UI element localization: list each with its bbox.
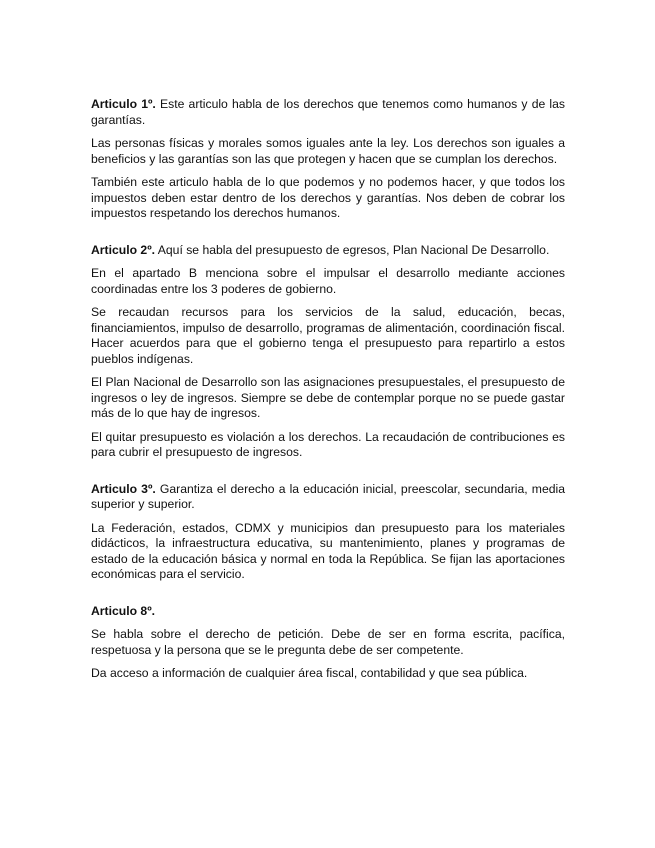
- article-2-lead: Aquí se habla del presupuesto de egresos, Plan Nacional De Desarrollo.: [155, 242, 550, 257]
- article-2-paragraph-2: Se recaudan recursos para los servicios de la salud, educación, becas, financiamientos, impulso de desarrollo, programas de alimentación, coordinación fiscal. Hacer acuerdos para que el gobierno tenga el presupuesto para repartirlo a estos pueblos indígenas.: [91, 305, 565, 366]
- article-8-paragraph-2: Da acceso a información de cualquier área fiscal, contabilidad y que sea pública.: [91, 666, 528, 680]
- article-1-paragraph-2: También este articulo habla de lo que podemos y no podemos hacer, y que todos los impuestos deben estar dentro de los derechos y garantías. Nos deben de cobrar los impuestos respetando los derechos humanos.: [91, 175, 565, 220]
- article-3-paragraph-1: La Federación, estados, CDMX y municipios dan presupuesto para los materiales didácticos, la infraestructura educativa, su mantenimiento, planes y programas de estado de la educación básica y normal en toda la República. Se fijan las aportaciones económicas para el servicio.: [91, 520, 565, 581]
- article-2-paragraph-4: El quitar presupuesto es violación a los derechos. La recaudación de contribuciones es para cubrir el presupuesto de ingresos.: [91, 429, 565, 459]
- article-3-lead: Garantiza el derecho a la educación inicial, preescolar, secundaria, media superior y superior.: [91, 481, 565, 511]
- article-1-lead: Este articulo habla de los derechos que tenemos como humanos y de las garantías.: [91, 97, 565, 127]
- article-3-lead-paragraph: [91, 482, 565, 513]
- article-8: [91, 604, 565, 682]
- article-1: [91, 97, 565, 222]
- article-1-paragraph-1: Las personas físicas y morales somos iguales ante la ley. Los derechos son iguales a beneficios y las garantías son las que protegen y hacen que se cumplan los derechos.: [91, 136, 565, 166]
- article-3-heading: Articulo 3º.: [91, 481, 156, 496]
- article-3: [91, 482, 565, 583]
- article-8-lead-paragraph: [91, 604, 565, 620]
- article-2: [91, 243, 565, 461]
- article-2-heading: Articulo 2º.: [91, 242, 156, 257]
- article-2-lead-paragraph: [91, 243, 565, 259]
- article-2-paragraph-1: En el apartado B menciona sobre el impulsar el desarrollo mediante acciones coordinadas entre los 3 poderes de gobierno.: [91, 266, 565, 296]
- article-8-paragraph-1: Se habla sobre el derecho de petición. Debe de ser en forma escrita, pacífica, respetuosa y la persona que se le pregunta debe de ser competente.: [91, 627, 565, 657]
- article-1-lead-paragraph: [91, 97, 565, 128]
- document-page: [91, 97, 565, 690]
- article-1-heading: Articulo 1º.: [91, 97, 156, 111]
- article-8-heading: Articulo 8º.: [91, 603, 156, 618]
- article-2-paragraph-3: El Plan Nacional de Desarrollo son las asignaciones presupuestales, el presupuesto de ingresos o ley de ingresos. Siempre se debe de contemplar porque no se puede gastar más de lo que hay de ingresos.: [91, 375, 565, 420]
